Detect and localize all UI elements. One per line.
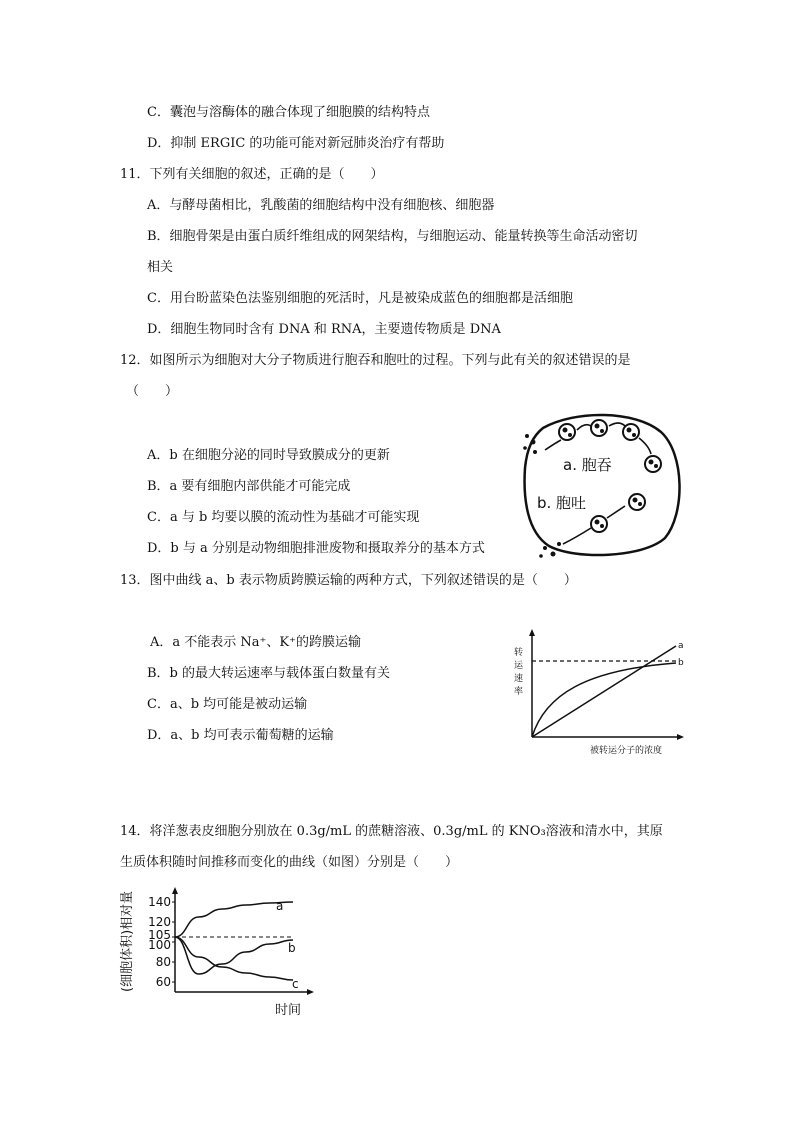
q10-option-c: C．囊泡与溶酶体的融合体现了细胞膜的结构特点 — [147, 105, 430, 120]
q13-option-b: B．b 的最大转运速率与载体蛋白数量有关 — [147, 666, 391, 681]
vesicle-4 — [645, 456, 661, 472]
q12-stem-line2: （ ） — [126, 384, 179, 399]
q13-stem: 13．图中曲线 a、b 表示物质跨膜运输的两种方式，下列叙述错误的是（ ） — [120, 573, 577, 588]
legend-b: b — [288, 941, 296, 955]
vesicle-3 — [623, 424, 639, 440]
x-axis-label: 被转运分子的浓度 — [590, 746, 663, 756]
legend-a: a — [276, 899, 284, 913]
x-axis-arrow — [677, 734, 684, 740]
y-tick-label: 120 — [148, 915, 171, 929]
q13-option-a: A．a 不能表示 Na⁺、K⁺的跨膜运输 — [150, 635, 361, 650]
q14-stem-line2: 生质体积随时间推移而变化的曲线（如图）分别是（ ） — [120, 855, 459, 870]
y-tick-label: 140 — [148, 895, 171, 909]
q11-option-b-line1: B．细胞骨架是由蛋白质纤维组成的网架结构，与细胞运动、能量转换等生命活动密切 — [147, 229, 638, 244]
y-label-char-1: 转 — [514, 648, 524, 658]
q12-option-a: A．b 在细胞分泌的同时导致膜成分的更新 — [147, 448, 390, 463]
series-b-line — [532, 663, 676, 737]
y-tick-label: 80 — [155, 955, 171, 969]
series-a-line — [532, 646, 676, 737]
q11-option-b-line2: 相关 — [147, 260, 174, 275]
vesicle-1 — [559, 424, 575, 440]
q11-stem: 11．下列有关细胞的叙述，正确的是（ ） — [120, 167, 384, 182]
q14-stem-line1: 14．将洋葱表皮细胞分别放在 0.3g/mL 的蔗糖溶液、0.3g/mL 的 KNO₃溶液和清水中，其原 — [120, 824, 663, 839]
cell-volume-chart — [115, 880, 325, 1020]
y-tick-label: 100 — [148, 938, 171, 952]
y-axis-label: (细胞体积)相对量 — [120, 890, 135, 992]
endocytosis-exocytosis-figure — [515, 408, 687, 560]
y-label-char-4: 率 — [514, 687, 524, 697]
label-endocytosis: a. 胞吞 — [563, 456, 612, 474]
y-label-char-2: 运 — [514, 661, 524, 671]
vesicle-2 — [591, 420, 607, 436]
x-axis-label: 时间 — [275, 1003, 302, 1018]
vesicle-5 — [629, 494, 645, 510]
q12-option-d: D．b 与 a 分别是动物细胞排泄废物和摄取养分的基本方式 — [147, 541, 485, 556]
q11-option-a: A．与酵母菌相比，乳酸菌的细胞结构中没有细胞核、细胞器 — [147, 198, 495, 213]
label-exocytosis: b. 胞吐 — [537, 494, 587, 512]
x-axis-arrow — [307, 989, 314, 995]
y-tick-label: 60 — [155, 975, 171, 989]
q11-option-d: D．细胞生物同时含有 DNA 和 RNA，主要遗传物质是 DNA — [147, 322, 501, 337]
legend-c: c — [292, 977, 299, 991]
q12-option-c: C．a 与 b 均要以膜的流动性为基础才可能实现 — [147, 510, 420, 525]
q13-option-c: C．a、b 均可能是被动运输 — [147, 697, 308, 712]
y-label-char-3: 速 — [514, 674, 524, 684]
q12-option-b: B．a 要有细胞内部供能才可能完成 — [147, 479, 351, 494]
q11-option-c: C．用台盼蓝染色法鉴别细胞的死活时，凡是被染成蓝色的细胞都是活细胞 — [147, 291, 573, 306]
y-tick-label: 105 — [148, 928, 171, 942]
q13-option-d: D．a、b 均可表示葡萄糖的运输 — [147, 728, 334, 743]
legend-a: a — [678, 641, 684, 651]
vesicle-6 — [591, 516, 607, 532]
q10-option-d: D．抑制 ERGIC 的功能可能对新冠肺炎治疗有帮助 — [147, 136, 445, 151]
q12-stem-line1: 12．如图所示为细胞对大分子物质进行胞吞和胞吐的过程。下列与此有关的叙述错误的是 — [120, 353, 631, 368]
legend-b: b — [678, 658, 684, 668]
y-axis-arrow — [529, 629, 535, 636]
transport-rate-chart — [510, 625, 690, 760]
y-axis-arrow — [172, 887, 178, 894]
